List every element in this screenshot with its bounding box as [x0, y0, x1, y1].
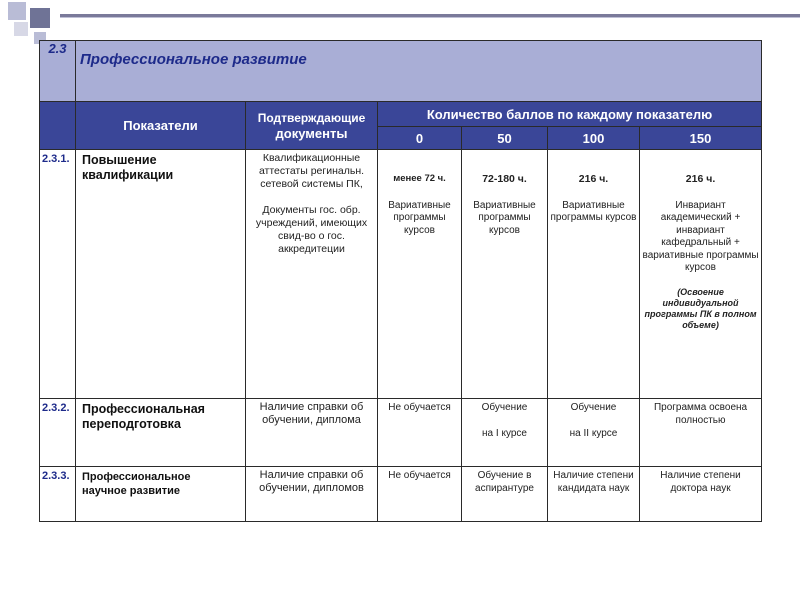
row-indicator-line2: научное развитие: [82, 485, 181, 497]
header-score-50: 50: [462, 127, 548, 150]
table-row: [40, 399, 762, 467]
deco-square: [30, 8, 50, 28]
row-score-100: [548, 150, 640, 399]
section-title-row: [40, 41, 762, 102]
row-score-0-hours: менее 72 ч.: [393, 173, 446, 184]
row-documents-part2: Документы гос. обр. учреждений, имеющих свид-во о гос. аккредитеции: [255, 204, 368, 255]
row-indicator-line1: Профессиональное: [82, 471, 191, 483]
top-rule-thin: [60, 17, 800, 18]
row-score-150-hours: 216 ч.: [685, 173, 716, 185]
row-score-100: [548, 399, 640, 467]
row-indicator-line1: Повышение: [82, 153, 157, 167]
row-score-150: Программа освоена полностью: [640, 399, 762, 467]
table-row: [40, 150, 762, 399]
row-score-150-text: Инвариант академический + инвариант кафедральный + вариативные программы курсов: [642, 199, 759, 273]
row-documents: [246, 150, 378, 399]
row-number: 2.3.2.: [40, 399, 76, 467]
header-documents-line2: документы: [275, 125, 348, 141]
header-score-count: Количество баллов по каждому показателю: [378, 102, 762, 127]
row-score-0: [378, 150, 462, 399]
row-indicator: [76, 399, 246, 467]
header-indicators: Показатели: [76, 102, 246, 150]
header-row-1: [40, 102, 762, 127]
row-score-100-hours: 216 ч.: [578, 173, 609, 185]
row-documents-part1: Квалификационные аттестаты регинальн. сетевой системы ПК,: [258, 152, 365, 190]
row-score-50: [462, 150, 548, 399]
row-score-50-hours: 72-180 ч.: [482, 173, 527, 185]
row-score-100-line2: на II курсе: [569, 427, 618, 439]
row-score-100-line1: Обучение: [570, 402, 617, 413]
header-empty-cell: [40, 102, 76, 150]
table-row: [40, 467, 762, 522]
row-documents: Наличие справки об обучении, дипломов: [246, 467, 378, 522]
row-score-50-line1: Обучение: [481, 402, 528, 413]
section-number: 2.3: [40, 41, 76, 102]
row-indicator-line2: переподготовка: [82, 417, 181, 431]
row-score-100-text: Вариативные программы курсов: [550, 199, 637, 223]
header-score-150: 150: [640, 127, 762, 150]
row-score-150: Наличие степени доктора наук: [640, 467, 762, 522]
row-score-0: Не обучается: [378, 467, 462, 522]
row-score-150-note: (Освоение индивидуальной программы ПК в полном объеме): [644, 286, 757, 330]
row-number: 2.3.1.: [40, 150, 76, 399]
row-indicator: [76, 150, 246, 399]
row-indicator-line1: Профессиональная: [82, 402, 205, 416]
header-documents: [246, 102, 378, 150]
row-indicator-line2: квалификации: [82, 168, 174, 182]
row-number: 2.3.3.: [40, 467, 76, 522]
row-score-50: [462, 399, 548, 467]
header-score-100: 100: [548, 127, 640, 150]
section-title: Профессиональное развитие: [76, 41, 762, 102]
row-score-150: [640, 150, 762, 399]
deco-square: [14, 22, 28, 36]
row-score-0-text: Вариативные программы курсов: [388, 199, 451, 236]
row-documents: Наличие справки об обучении, диплома: [246, 399, 378, 467]
row-score-50-text: Вариативные программы курсов: [473, 199, 536, 236]
row-score-100: Наличие степени кандидата наук: [548, 467, 640, 522]
row-score-50: Обучение в аспирантуре: [462, 467, 548, 522]
criteria-table: [39, 40, 762, 522]
header-score-0: 0: [378, 127, 462, 150]
row-score-0: Не обучается: [378, 399, 462, 467]
row-score-50-line2: на I курсе: [482, 427, 527, 439]
row-indicator: [76, 467, 246, 522]
header-documents-line1: Подтверждающие: [257, 110, 366, 125]
deco-square: [8, 2, 26, 20]
